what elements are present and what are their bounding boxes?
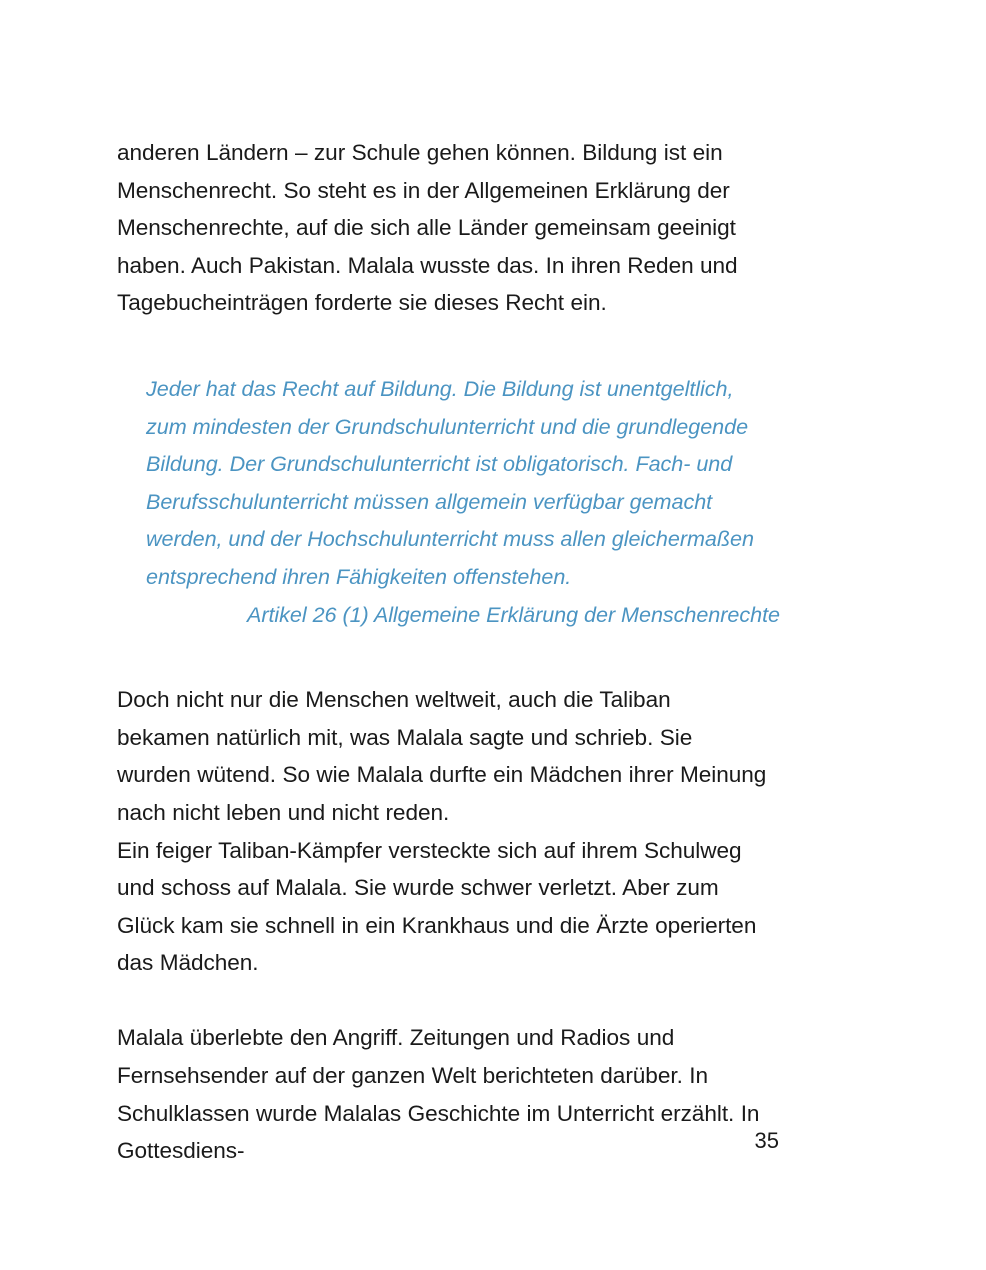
quote-text: Jeder hat das Recht auf Bildung. Die Bildung ist unentgeltlich, zum mindesten der Grundschulunterricht und die grundlegende Bildung. Der Grundschulunterricht ist obligatorisch. Fach- und Berufsschulunterricht müssen allgemein verfügbar gemacht werden, und der Hochschulunterricht muss allen gleichermaßen entsprechend ihren Fähigkeiten offenstehen. [146, 375, 754, 589]
body-paragraph-1: anderen Ländern – zur Schule gehen können. Bildung ist ein Menschenrecht. So steht es in der Allgemeinen Erklärung der Menschenrechte, auf die sich alle Länder gemeinsam geeinigt haben. Auch Pakistan. Malala wusste das. In ihren Reden und Tagebucheinträgen forderte sie dieses Recht ein. [117, 140, 738, 316]
quote-source-attribution: Artikel 26 (1) Allgemeine Erklärung der Menschenrechte [246, 601, 780, 627]
page-number: 35 [754, 1128, 779, 1153]
body-paragraph-2 [117, 681, 767, 982]
text-column [117, 134, 780, 1170]
body-paragraph-2-line-1: Doch nicht nur die Menschen weltweit, auch die Taliban bekamen natürlich mit, was Malala sagte und schrieb. Sie wurden wütend. So wie Malala durfte ein Mädchen ihrer Meinung nach nicht leben und nicht reden. [117, 687, 767, 825]
body-paragraph-2-line-2: Ein feiger Taliban-Kämpfer versteckte sich auf ihrem Schulweg und schoss auf Malala. Sie wurde schwer verletzt. Aber zum Glück kam sie schnell in ein Krankhaus und die Ärzte operierten das Mädchen. [117, 837, 757, 976]
body-paragraph-3: Malala überlebte den Angriff. Zeitungen und Radios und Fernsehsender auf der ganzen Welt berichteten darüber. In Schulklassen wurde Malalas Geschichte im Unterricht erzählt. In Gottesdiens- [117, 1025, 760, 1164]
human-rights-quote-block [146, 370, 780, 633]
